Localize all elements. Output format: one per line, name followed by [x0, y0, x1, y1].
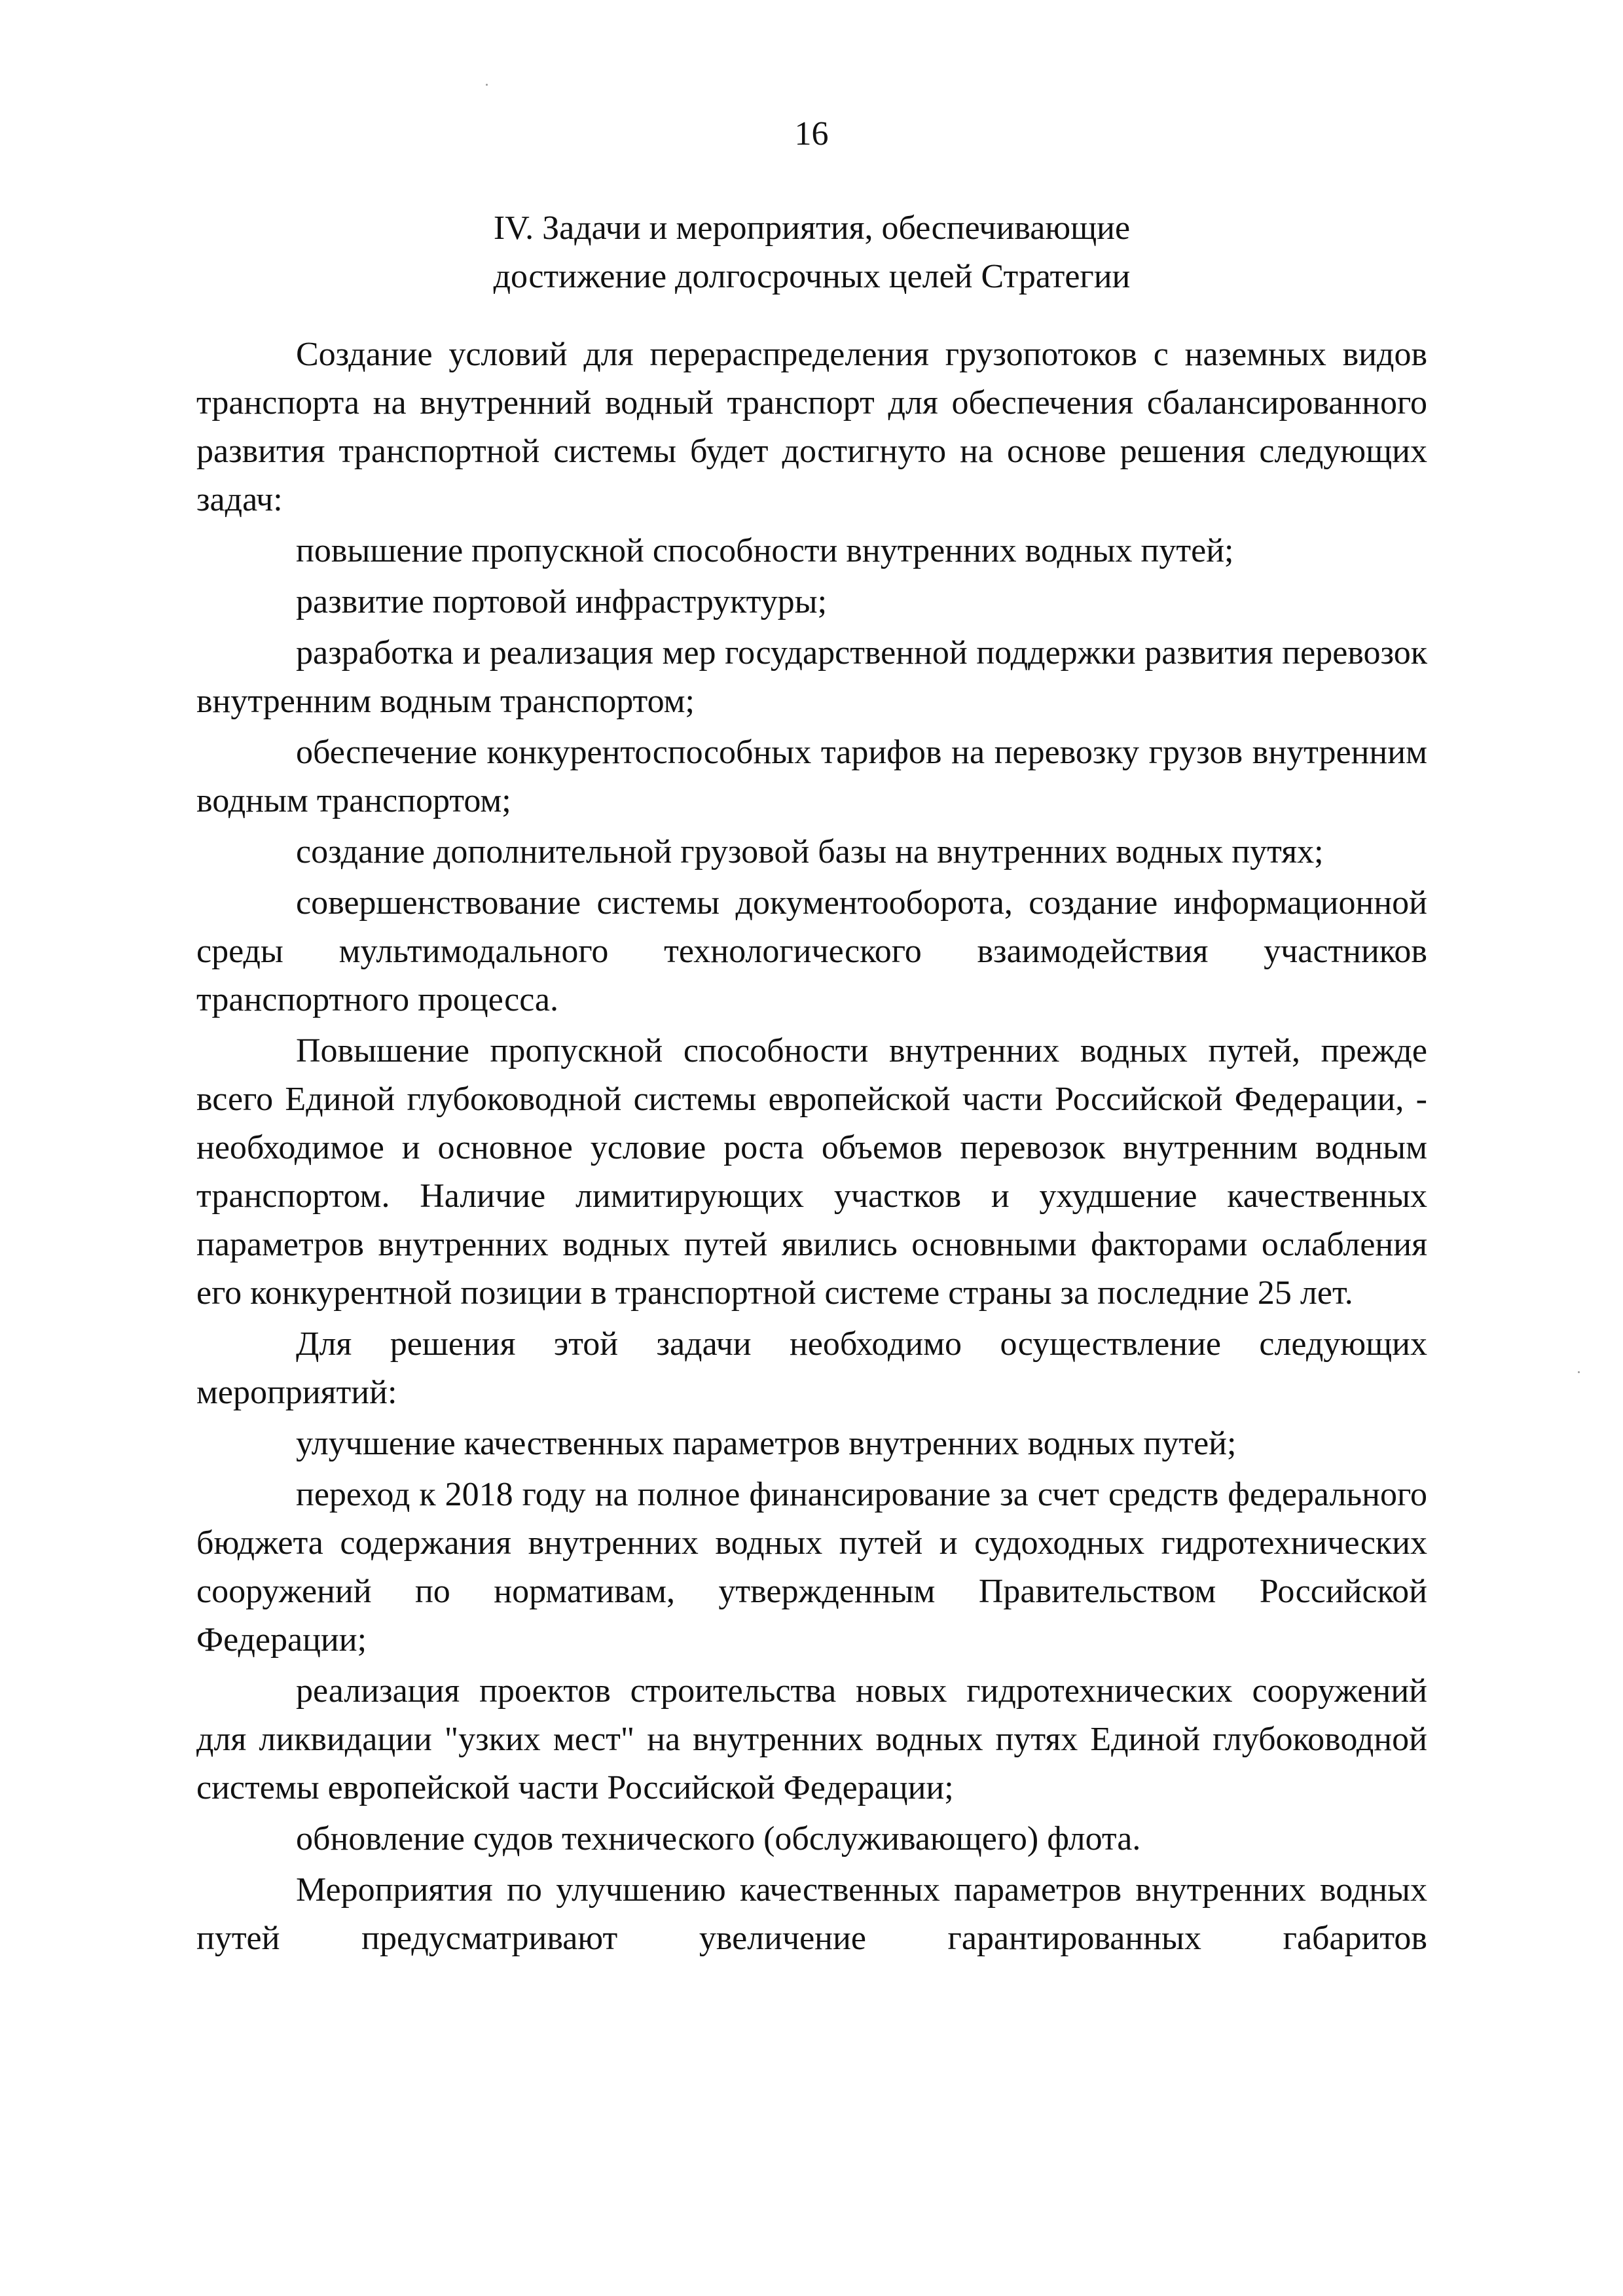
list-item-measure: переход к 2018 году на полное финансирование за счет средств федерального бюджета содержания внутренних водных путей и судоходных гидротехнических сооружений по нормативам, утвержденным Правительством Российской Федерации;: [196, 1476, 1427, 1659]
list-item-task: создание дополнительной грузовой базы на внутренних водных путях;: [296, 833, 1324, 870]
paragraph-measures-intro: Для решения этой задачи необходимо осуществление следующих мероприятий:: [196, 1325, 1427, 1411]
list-item-measure: реализация проектов строительства новых гидротехнических сооружений для ликвидации "узких мест" на внутренних водных путях Единой глубоководной системы европейской части Российской Федерации;: [196, 1672, 1427, 1806]
paragraph-intro: Создание условий для перераспределения грузопотоков с наземных видов транспорта на внутренний водный транспорт для обеспечения сбалансированного развития транспортной системы будет достигнуто на основе решения следующих задач:: [196, 336, 1427, 518]
list-item-task: повышение пропускной способности внутренних водных путей;: [296, 532, 1234, 569]
list-item-measure: обновление судов технического (обслуживающего) флота.: [296, 1820, 1141, 1857]
paragraph-capacity: Повышение пропускной способности внутренних водных путей, прежде всего Единой глубоководной системы европейской части Российской Федерации, - необходимое и основное условие роста объемов перевозок внутренним водным транспортом. Наличие лимитирующих участков и ухудшение качественных параметров внутренних водных путей явились основными факторами ослабления его конкурентной позиции в транспортной системе страны за последние 25 лет.: [196, 1032, 1427, 1312]
list-item-task: совершенствование системы документооборота, создание информационной среды мультимодального технологического взаимодействия участников транспортного процесса.: [196, 884, 1427, 1018]
list-item-measure: улучшение качественных параметров внутренних водных путей;: [296, 1425, 1237, 1462]
scan-speck: [486, 84, 488, 86]
list-item-task: обеспечение конкурентоспособных тарифов на перевозку грузов внутренним водным транспортом;: [196, 734, 1427, 819]
section-heading-line-2: достижение долгосрочных целей Стратегии: [493, 258, 1131, 295]
scan-speck: [1578, 1371, 1580, 1373]
list-item-task: разработка и реализация мер государственной поддержки развития перевозок внутренним водным транспортом;: [196, 634, 1427, 720]
paragraph-continued: Мероприятия по улучшению качественных параметров внутренних водных путей предусматривают увеличение гарантированных габаритов: [196, 1871, 1427, 1957]
list-item-task: развитие портовой инфраструктуры;: [296, 583, 828, 620]
section-heading: [196, 204, 1427, 301]
page-number: 16: [794, 115, 829, 152]
section-heading-line-1: IV. Задачи и мероприятия, обеспечивающие: [493, 209, 1131, 247]
body-text: [196, 331, 1427, 1963]
